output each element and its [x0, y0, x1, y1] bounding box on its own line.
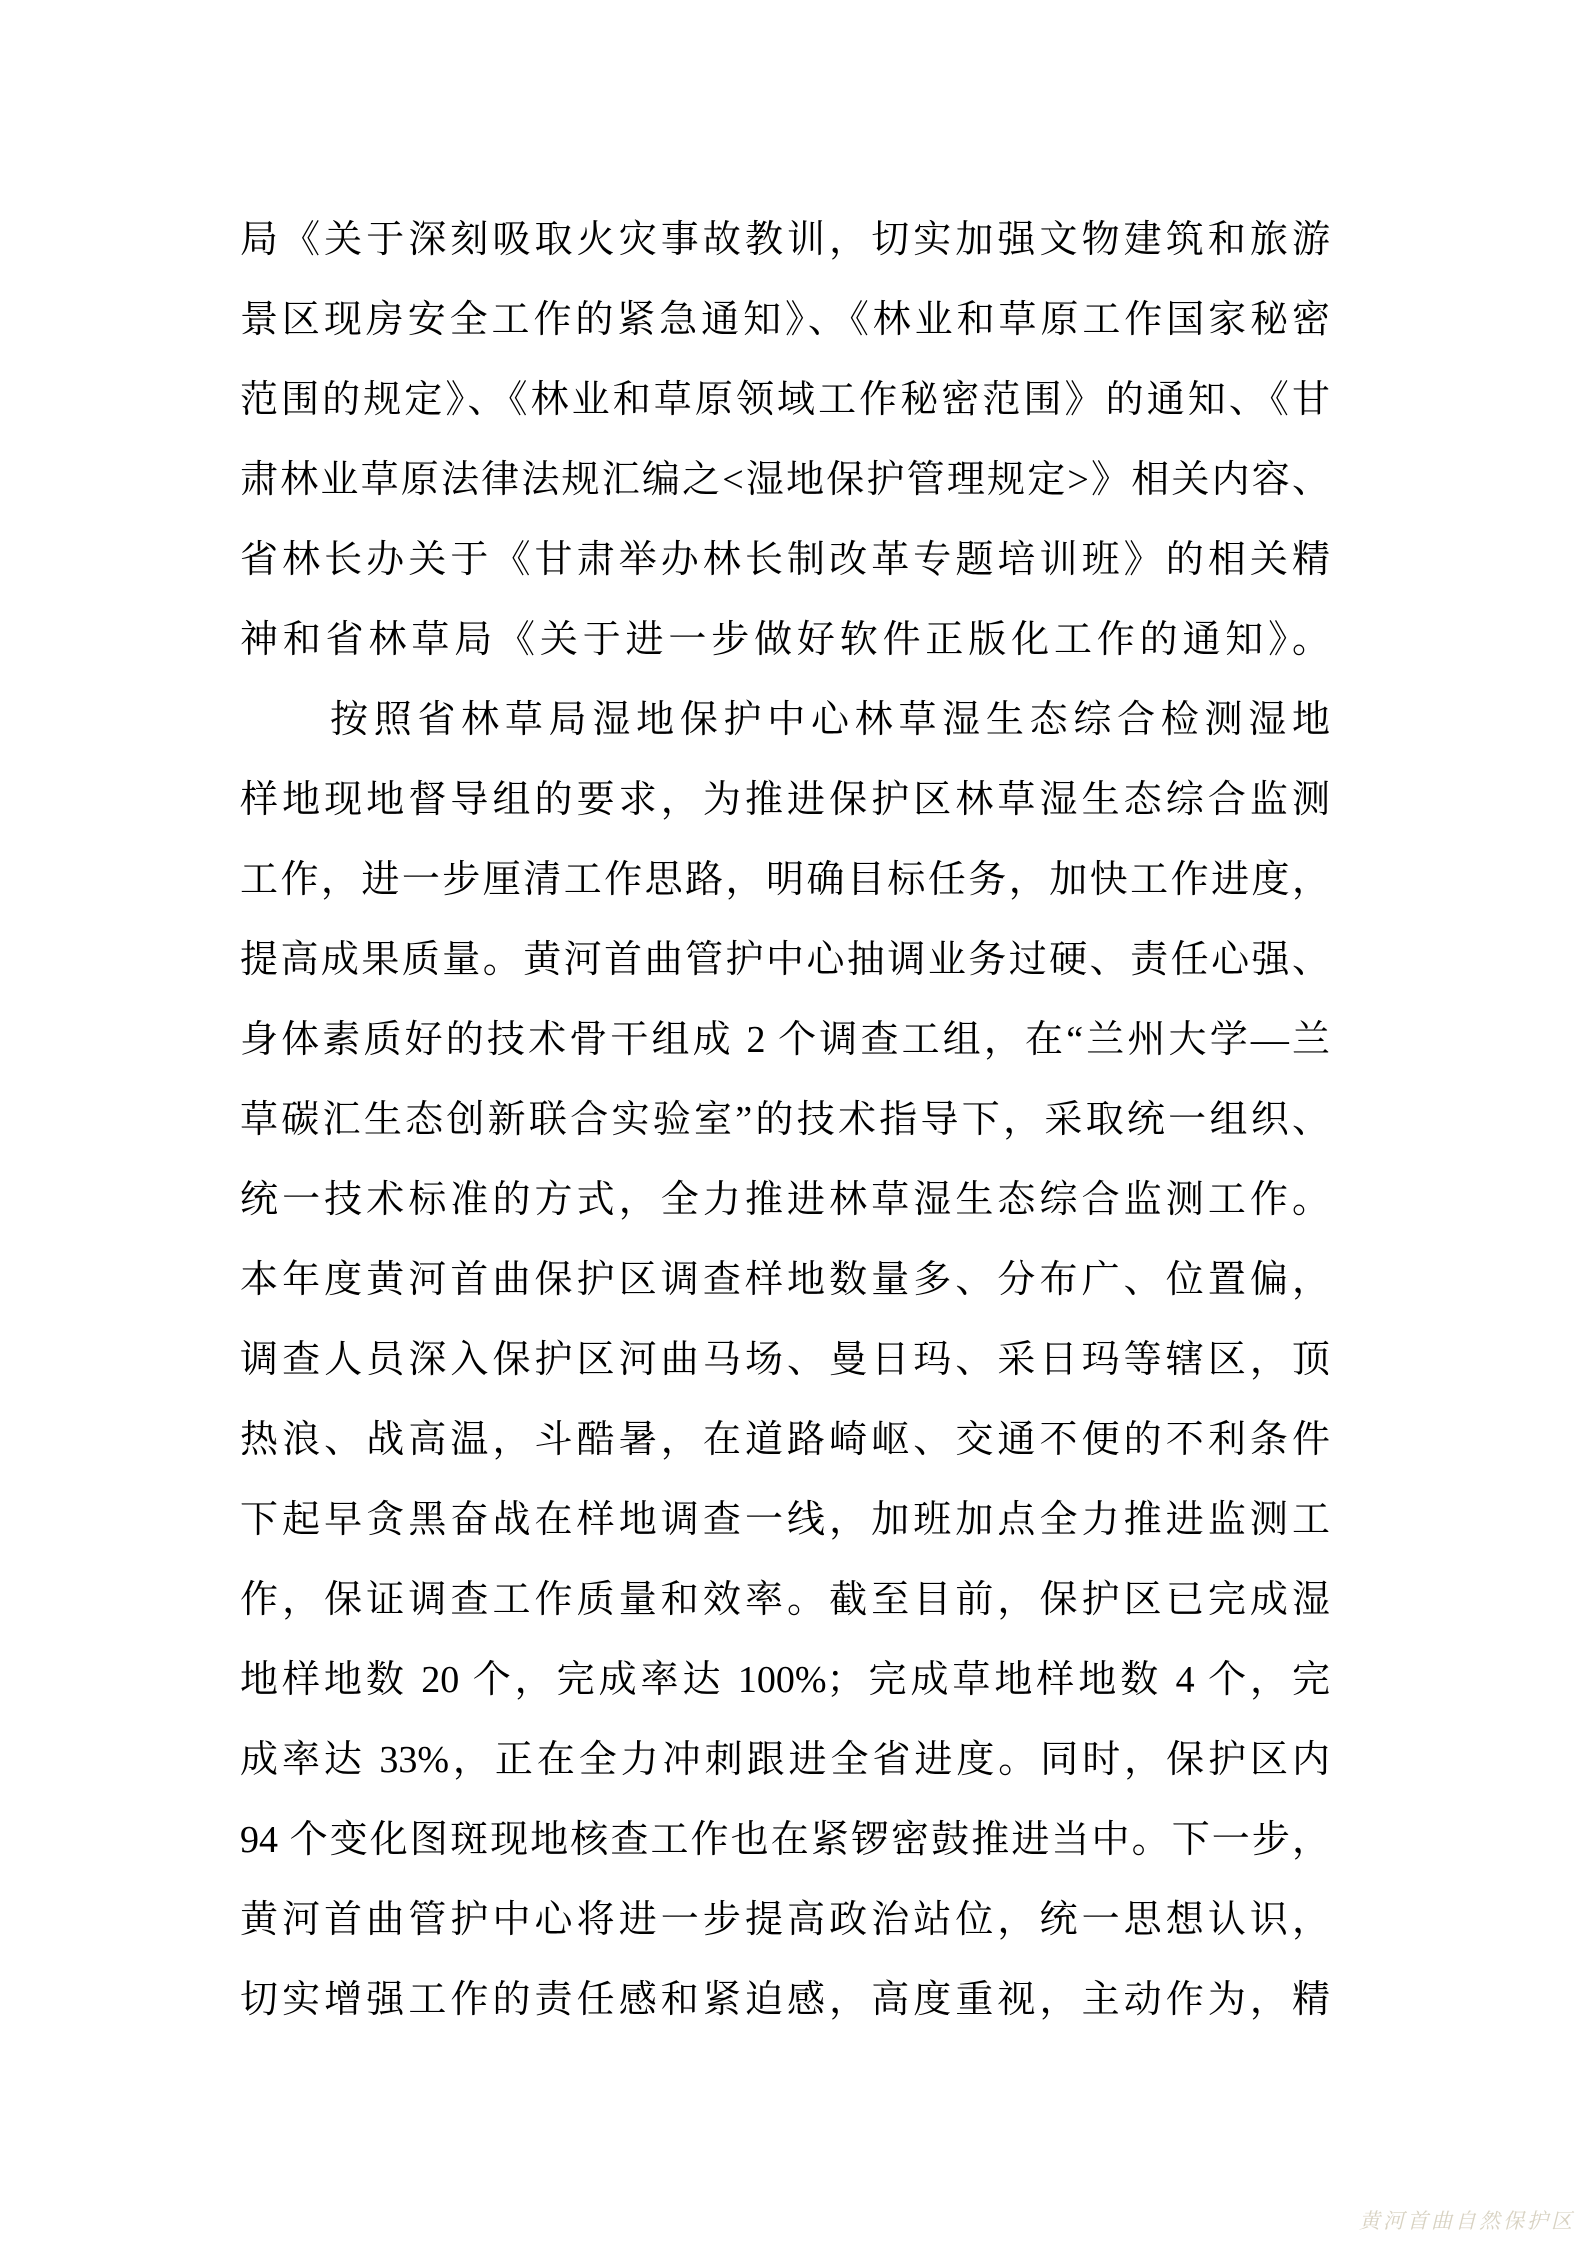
document-body: [240, 200, 1330, 2040]
text-line: 神和省林草局《关于进一步做好软件正版化工作的通知》。: [240, 619, 1330, 661]
text-line: 局《关于深刻吸取火灾事故教训，切实加强文物建筑和旅游: [240, 219, 1330, 261]
text-line: 景区现房安全工作的紧急通知》、《林业和草原工作国家秘密: [240, 299, 1330, 341]
text-line: 成率达 33%，正在全力冲刺跟进全省进度。同时，保护区内: [240, 1739, 1330, 1781]
text-line: 94 个变化图斑现地核查工作也在紧锣密鼓推进当中。下一步，: [240, 1819, 1330, 1861]
text-line: 草碳汇生态创新联合实验室”的技术指导下，采取统一组织、: [240, 1099, 1330, 1141]
text-line: 本年度黄河首曲保护区调查样地数量多、分布广、位置偏，: [240, 1259, 1330, 1301]
text-line: 肃林业草原法律法规汇编之<湿地保护管理规定>》相关内容、: [240, 459, 1330, 501]
text-line: 省林长办关于《甘肃举办林长制改革专题培训班》的相关精: [240, 539, 1330, 581]
text-line: 身体素质好的技术骨干组成 2 个调查工组，在“兰州大学—兰: [240, 1019, 1330, 1061]
text-line: 提高成果质量。黄河首曲管护中心抽调业务过硬、责任心强、: [240, 939, 1330, 981]
text-line: 工作，进一步厘清工作思路，明确目标任务，加快工作进度，: [240, 859, 1330, 901]
text-line: 调查人员深入保护区河曲马场、曼日玛、采日玛等辖区，顶: [240, 1339, 1330, 1381]
watermark: 黄河首曲自然保护区: [1359, 2209, 1575, 2233]
text-line: 作，保证调查工作质量和效率。截至目前，保护区已完成湿: [240, 1579, 1330, 1621]
text-line: 地样地数 20 个，完成率达 100%；完成草地样地数 4 个，完: [240, 1659, 1330, 1701]
text-line: 热浪、战高温，斗酷暑，在道路崎岖、交通不便的不利条件: [240, 1419, 1330, 1461]
text-line: 按照省林草局湿地保护中心林草湿生态综合检测湿地: [330, 699, 1330, 741]
text-line: 样地现地督导组的要求，为推进保护区林草湿生态综合监测: [240, 779, 1330, 821]
text-line: 统一技术标准的方式，全力推进林草湿生态综合监测工作。: [240, 1179, 1330, 1221]
text-line: 范围的规定》、《林业和草原领域工作秘密范围》的通知、《甘: [240, 379, 1330, 421]
text-line: 下起早贪黑奋战在样地调查一线，加班加点全力推进监测工: [240, 1499, 1330, 1541]
text-line: 黄河首曲管护中心将进一步提高政治站位，统一思想认识，: [240, 1899, 1330, 1941]
text-line: 切实增强工作的责任感和紧迫感，高度重视，主动作为，精: [240, 1979, 1330, 2021]
